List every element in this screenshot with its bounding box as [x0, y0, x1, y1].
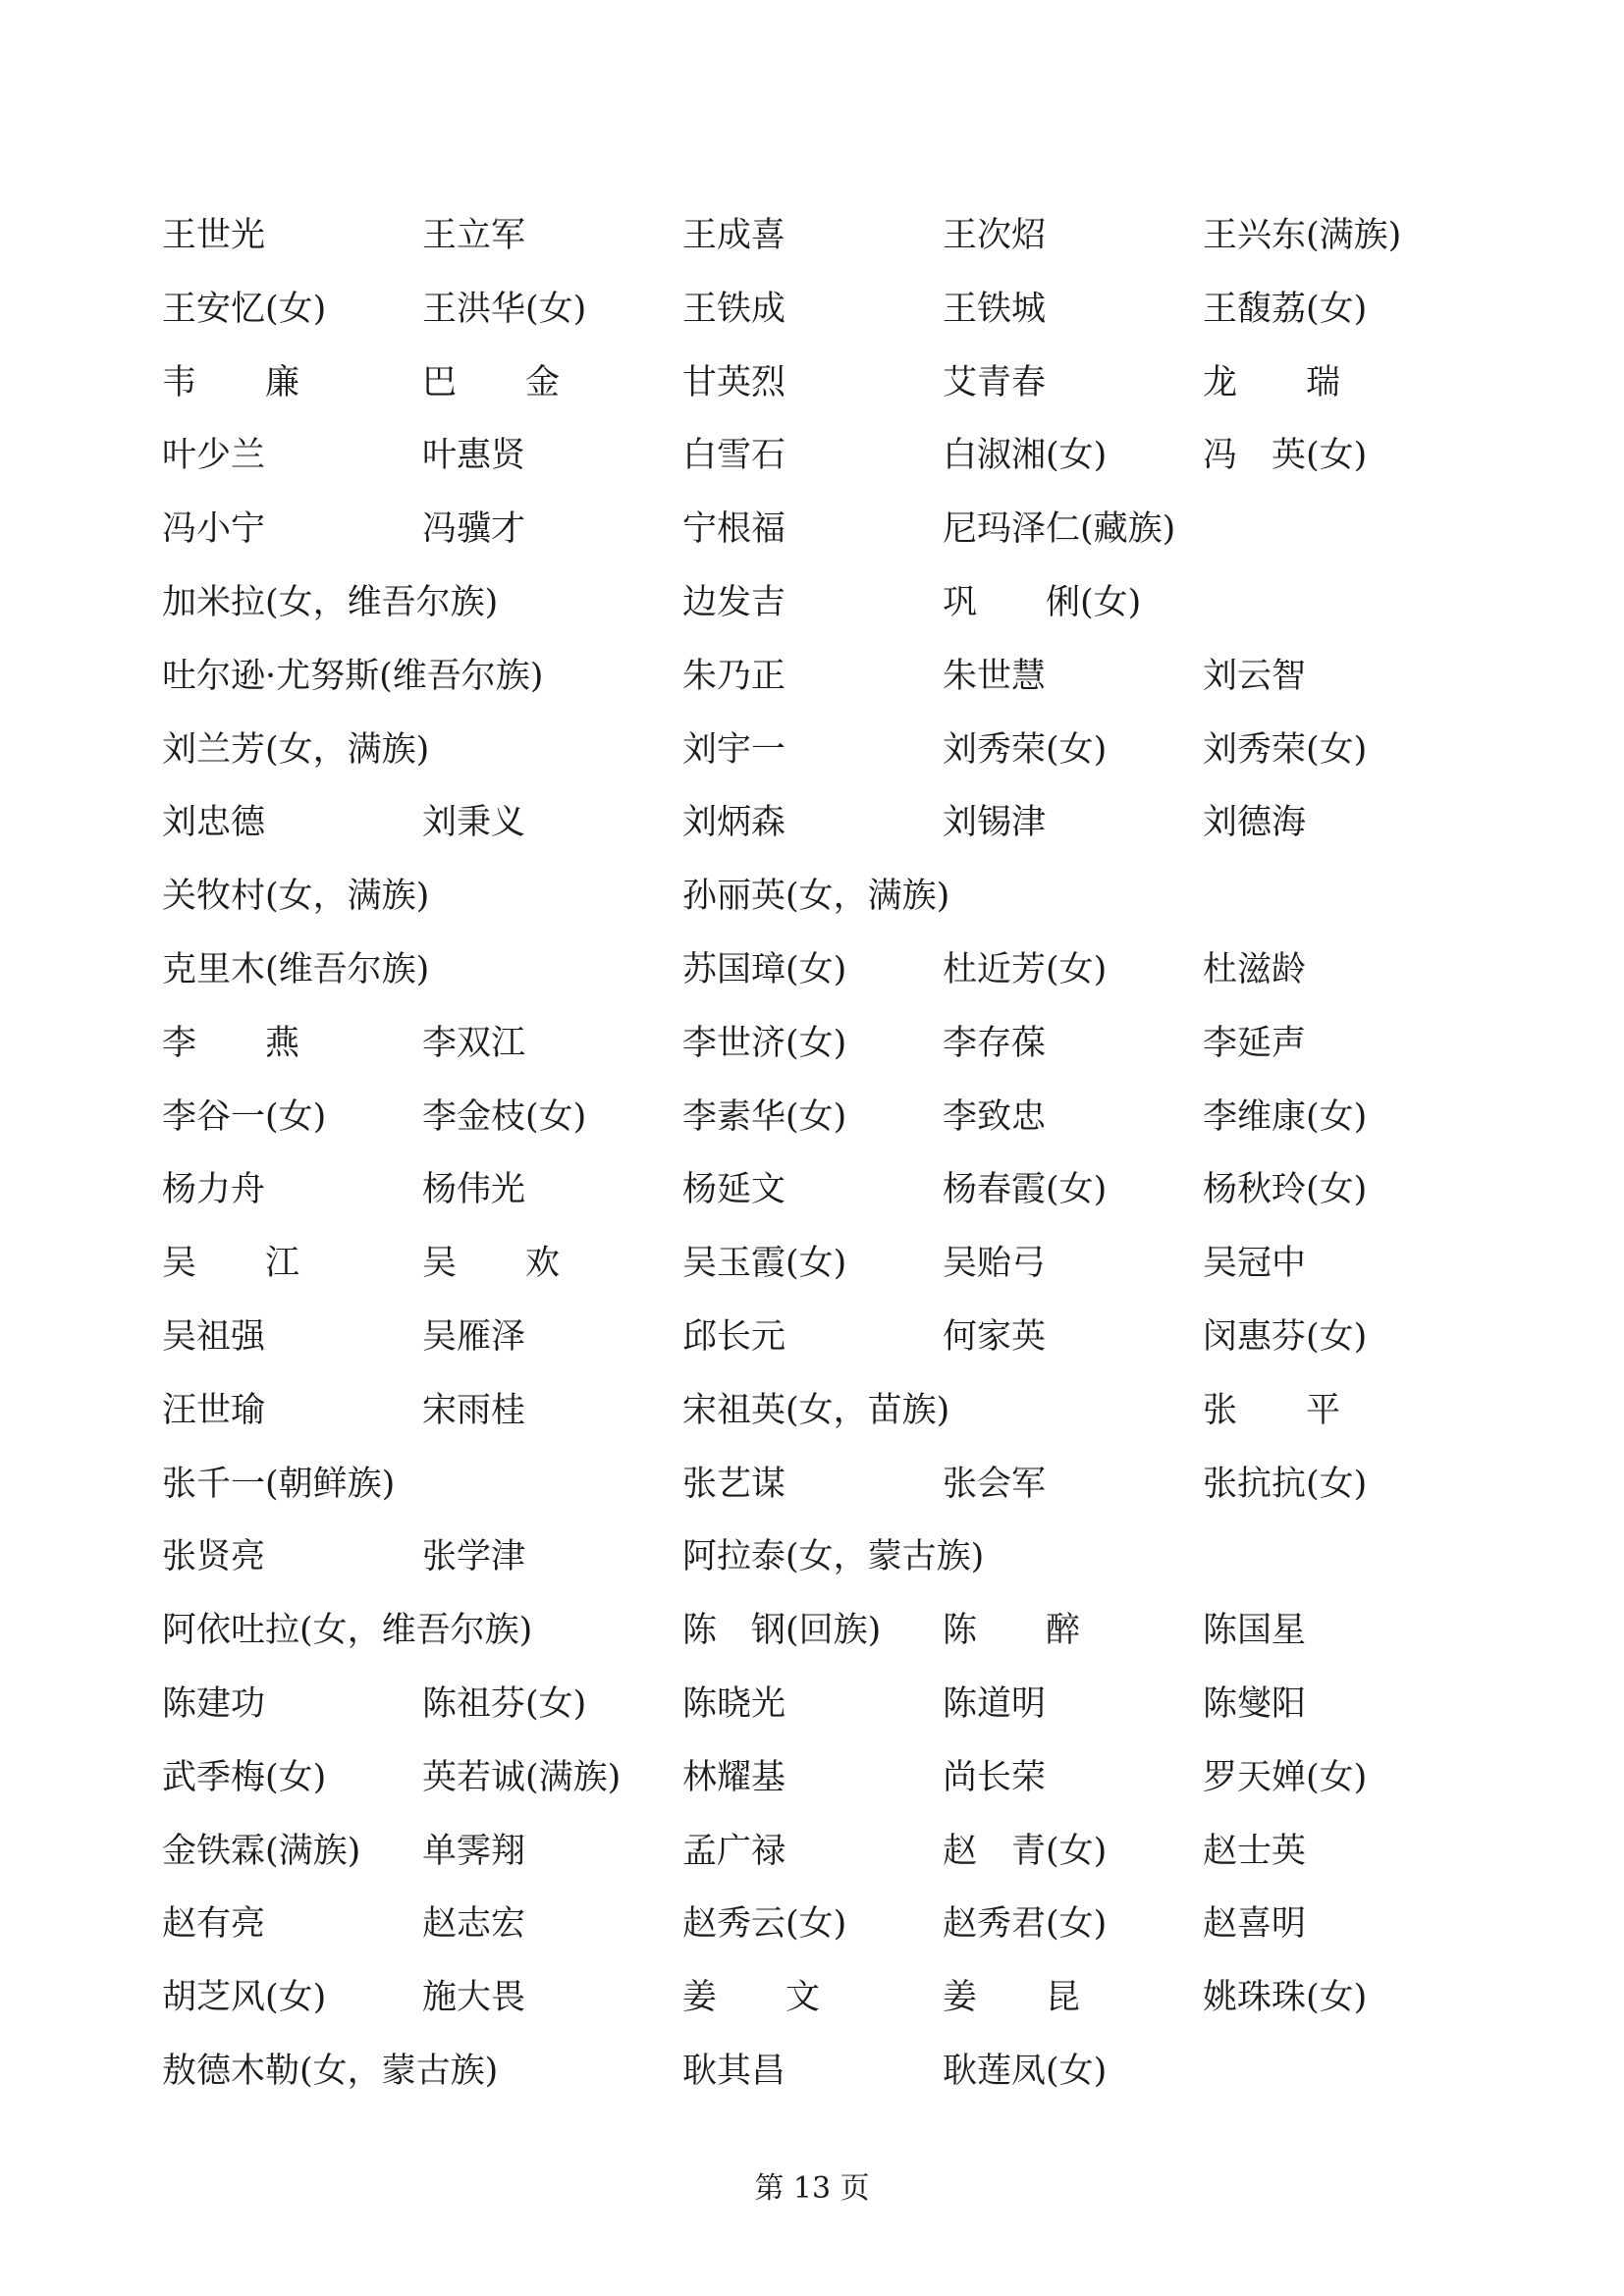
name-row: [0, 500, 1624, 559]
person-name: 冯 英(女): [1203, 436, 1368, 476]
person-name: 李谷一(女): [162, 1096, 327, 1137]
person-name: 吴雁泽: [422, 1317, 526, 1357]
person-name: 王安忆(女): [162, 289, 327, 329]
name-row: [0, 1308, 1624, 1366]
person-name: 张贤亮: [162, 1537, 266, 1577]
person-name: 英若诚(满族): [422, 1757, 622, 1797]
person-name: 王铁成: [682, 289, 786, 329]
person-name: 李延声: [1203, 1023, 1307, 1063]
person-name: 单霁翔: [422, 1831, 526, 1871]
person-name: 何家英: [943, 1317, 1047, 1357]
person-name: 李 燕: [162, 1023, 300, 1063]
person-name: 克里木(维吾尔族): [162, 950, 430, 989]
person-name: 陈道明: [943, 1684, 1047, 1724]
person-name: 张 平: [1203, 1390, 1341, 1430]
person-name: 刘炳森: [682, 803, 786, 843]
person-name: 宋祖英(女，苗族): [682, 1390, 950, 1430]
person-name: 韦 廉: [162, 362, 300, 402]
name-row: [0, 206, 1624, 265]
person-name: 罗天婵(女): [1203, 1757, 1368, 1797]
person-name: 王世光: [162, 216, 266, 255]
person-name: 叶惠贤: [422, 436, 526, 476]
name-row: [0, 2042, 1624, 2101]
person-name: 赵志宏: [422, 1904, 526, 1945]
person-name: 赵士英: [1203, 1831, 1307, 1871]
person-name: 陈 醉: [943, 1611, 1081, 1651]
person-name: 叶少兰: [162, 436, 266, 476]
person-name: 耿莲凤(女): [943, 2052, 1108, 2091]
person-name: 赵 青(女): [943, 1831, 1108, 1871]
person-name: 巴 金: [422, 362, 561, 402]
person-name: 姜 昆: [943, 1978, 1081, 2018]
name-row: [0, 573, 1624, 632]
person-name: 吴 江: [162, 1244, 300, 1284]
person-name: 姚珠珠(女): [1203, 1978, 1368, 2018]
person-name: 施大畏: [422, 1978, 526, 2018]
name-row: [0, 867, 1624, 926]
name-row: [0, 1381, 1624, 1440]
person-name: 边发吉: [682, 583, 786, 622]
person-name: 闵惠芬(女): [1203, 1317, 1368, 1357]
person-name: 白雪石: [682, 436, 786, 476]
person-name: 甘英烈: [682, 362, 786, 402]
person-name: 孙丽英(女，满族): [682, 877, 950, 917]
name-row: [0, 353, 1624, 412]
person-name: 关牧村(女，满族): [162, 877, 430, 917]
person-name: 巩 俐(女): [943, 583, 1142, 622]
person-name: 杜滋龄: [1203, 950, 1307, 989]
person-name: 孟广禄: [682, 1831, 786, 1871]
name-row: [0, 1601, 1624, 1660]
person-name: 王成喜: [682, 216, 786, 255]
person-name: 张学津: [422, 1537, 526, 1577]
person-name: 龙 瑞: [1203, 362, 1341, 402]
person-name: 刘云智: [1203, 656, 1307, 696]
person-name: 李维康(女): [1203, 1096, 1368, 1137]
person-name: 刘秀荣(女): [943, 729, 1108, 770]
person-name: 白淑湘(女): [943, 436, 1108, 476]
person-name: 阿拉泰(女，蒙古族): [682, 1537, 985, 1577]
person-name: 王洪华(女): [422, 289, 587, 329]
name-row: [0, 647, 1624, 706]
name-row: [0, 1675, 1624, 1734]
person-name: 吴贻弓: [943, 1244, 1047, 1284]
person-name: 刘锡津: [943, 803, 1047, 843]
person-name: 加米拉(女，维吾尔族): [162, 583, 499, 622]
name-row: [0, 426, 1624, 485]
person-name: 尚长荣: [943, 1757, 1047, 1797]
person-name: 陈晓光: [682, 1684, 786, 1724]
page-number: 第 13 页: [754, 2171, 870, 2206]
name-row: [0, 1822, 1624, 1881]
name-row: [0, 1895, 1624, 1953]
name-row: [0, 1014, 1624, 1073]
person-name: 王立军: [422, 216, 526, 255]
name-row: [0, 1160, 1624, 1219]
person-name: 胡芝风(女): [162, 1978, 327, 2018]
person-name: 王次炤: [943, 216, 1047, 255]
person-name: 吴祖强: [162, 1317, 266, 1357]
person-name: 李存葆: [943, 1023, 1047, 1063]
name-row: [0, 1968, 1624, 2027]
person-name: 金铁霖(满族): [162, 1831, 361, 1871]
name-row: [0, 1455, 1624, 1514]
person-name: 朱乃正: [682, 656, 786, 696]
person-name: 吴 欢: [422, 1244, 561, 1284]
person-name: 阿依吐拉(女，维吾尔族): [162, 1611, 533, 1651]
person-name: 耿其昌: [682, 2052, 786, 2091]
person-name: 赵秀君(女): [943, 1904, 1108, 1945]
person-name: 张会军: [943, 1464, 1047, 1504]
person-name: 杨春霞(女): [943, 1170, 1108, 1210]
person-name: 赵有亮: [162, 1904, 266, 1945]
name-row: [0, 1088, 1624, 1147]
person-name: 张千一(朝鲜族): [162, 1464, 396, 1504]
person-name: 张艺谋: [682, 1464, 786, 1504]
person-name: 宁根福: [682, 509, 786, 550]
person-name: 艾青春: [943, 362, 1047, 402]
name-row: [0, 721, 1624, 779]
person-name: 姜 文: [682, 1978, 821, 2018]
person-name: 林耀基: [682, 1757, 786, 1797]
person-name: 苏国璋(女): [682, 950, 847, 989]
person-name: 杨伟光: [422, 1170, 526, 1210]
person-name: 张抗抗(女): [1203, 1464, 1368, 1504]
person-name: 汪世瑜: [162, 1390, 266, 1430]
person-name: 宋雨桂: [422, 1390, 526, 1430]
person-name: 杨延文: [682, 1170, 786, 1210]
name-row: [0, 1527, 1624, 1586]
person-name: 刘秉义: [422, 803, 526, 843]
person-name: 李素华(女): [682, 1096, 847, 1137]
person-name: 尼玛泽仁(藏族): [943, 509, 1176, 550]
person-name: 陈 钢(回族): [682, 1611, 882, 1651]
person-name: 王铁城: [943, 289, 1047, 329]
person-name: 冯小宁: [162, 509, 266, 550]
person-name: 吴玉霞(女): [682, 1244, 847, 1284]
person-name: 李双江: [422, 1023, 526, 1063]
person-name: 王兴东(满族): [1203, 216, 1402, 255]
person-name: 吴冠中: [1203, 1244, 1307, 1284]
name-row: [0, 793, 1624, 852]
person-name: 杨力舟: [162, 1170, 266, 1210]
person-name: 陈祖芬(女): [422, 1684, 587, 1724]
person-name: 刘忠德: [162, 803, 266, 843]
name-row: [0, 1234, 1624, 1293]
name-row: [0, 280, 1624, 339]
person-name: 刘德海: [1203, 803, 1307, 843]
person-name: 赵喜明: [1203, 1904, 1307, 1945]
person-name: 王馥荔(女): [1203, 289, 1368, 329]
person-name: 李致忠: [943, 1096, 1047, 1137]
person-name: 刘秀荣(女): [1203, 729, 1368, 770]
person-name: 陈国星: [1203, 1611, 1307, 1651]
person-name: 敖德木勒(女，蒙古族): [162, 2052, 499, 2091]
person-name: 陈建功: [162, 1684, 266, 1724]
person-name: 刘兰芳(女，满族): [162, 729, 430, 770]
person-name: 朱世慧: [943, 656, 1047, 696]
name-row: [0, 1748, 1624, 1807]
person-name: 陈燮阳: [1203, 1684, 1307, 1724]
name-row: [0, 940, 1624, 999]
person-name: 赵秀云(女): [682, 1904, 847, 1945]
person-name: 杜近芳(女): [943, 950, 1108, 989]
person-name: 武季梅(女): [162, 1757, 327, 1797]
person-name: 刘宇一: [682, 729, 786, 770]
person-name: 吐尔逊·尤努斯(维吾尔族): [162, 656, 544, 696]
person-name: 杨秋玲(女): [1203, 1170, 1368, 1210]
person-name: 李金枝(女): [422, 1096, 587, 1137]
person-name: 李世济(女): [682, 1023, 847, 1063]
person-name: 邱长元: [682, 1317, 786, 1357]
person-name: 冯骥才: [422, 509, 526, 550]
